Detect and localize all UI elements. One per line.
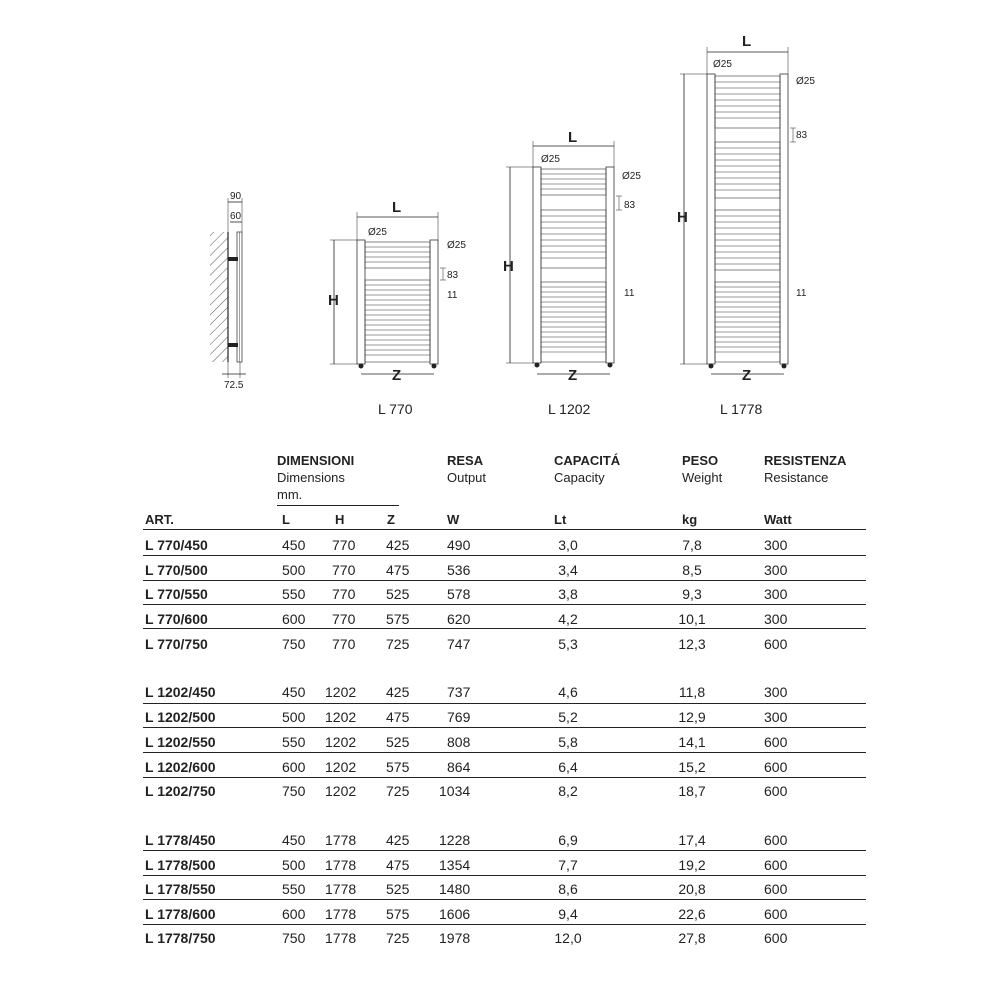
resistance-header-en: Resistance <box>764 470 829 485</box>
row-art: L 1778/750 <box>145 930 216 946</box>
row-lt: 5,2 <box>558 709 578 725</box>
row-rule <box>143 628 866 629</box>
row-w: 1034 <box>439 783 471 799</box>
l1202-width-label: L <box>568 129 578 146</box>
l770-height-label: H <box>328 292 339 309</box>
l1778-caption: L 1778 <box>720 401 763 417</box>
radiator-l1778 <box>677 33 815 417</box>
row-watt: 600 <box>764 734 788 750</box>
col-watt: Watt <box>764 512 792 527</box>
tube-bars <box>541 169 606 362</box>
row-l: 550 <box>282 881 306 897</box>
row-w: 1480 <box>439 881 471 897</box>
row-z: 475 <box>386 857 410 873</box>
row-art: L 1202/500 <box>145 709 216 725</box>
row-w: 864 <box>447 759 471 775</box>
row-kg: 27,8 <box>678 930 706 946</box>
row-w: 620 <box>447 611 471 627</box>
row-watt: 300 <box>764 586 788 602</box>
row-kg: 14,1 <box>678 734 706 750</box>
row-kg: 9,3 <box>682 586 702 602</box>
row-h: 1778 <box>325 930 357 946</box>
row-w: 1228 <box>439 832 471 848</box>
dimensions-header-it: DIMENSIONI <box>277 453 355 468</box>
col-z: Z <box>387 512 395 527</box>
row-lt: 7,7 <box>558 857 578 873</box>
row-w: 536 <box>447 562 471 578</box>
row-h: 770 <box>332 537 356 553</box>
capacity-header-en: Capacity <box>554 470 605 485</box>
col-l: L <box>282 512 290 527</box>
row-w: 808 <box>447 734 471 750</box>
wall-bracket-bottom <box>228 343 238 347</box>
row-art: L 770/450 <box>145 537 208 553</box>
col-art: ART. <box>145 512 174 527</box>
row-z: 425 <box>386 832 410 848</box>
side-view <box>210 191 246 391</box>
row-lt: 4,6 <box>558 684 578 700</box>
row-w: 1606 <box>439 906 471 922</box>
row-h: 770 <box>332 586 356 602</box>
row-h: 1202 <box>325 783 357 799</box>
row-h: 1202 <box>325 684 357 700</box>
weight-header-it: PESO <box>682 453 719 468</box>
row-l: 500 <box>282 857 306 873</box>
row-z: 525 <box>386 734 410 750</box>
row-watt: 300 <box>764 684 788 700</box>
row-art: L 770/750 <box>145 636 208 652</box>
l1778-spacing-label: 83 <box>796 130 808 141</box>
row-lt: 4,2 <box>558 611 578 627</box>
row-kg: 8,5 <box>682 562 702 578</box>
dimensions-header-en: Dimensions <box>277 470 345 485</box>
l1202-z-label: Z <box>568 367 578 384</box>
resistance-header <box>764 452 846 486</box>
row-w: 1978 <box>439 930 471 946</box>
row-h: 1778 <box>325 881 357 897</box>
col-kg: kg <box>682 512 698 527</box>
row-z: 525 <box>386 586 410 602</box>
row-kg: 22,6 <box>678 906 706 922</box>
row-l: 450 <box>282 684 306 700</box>
l1778-width-label: L <box>742 33 752 50</box>
row-watt: 600 <box>764 832 788 848</box>
row-kg: 10,1 <box>678 611 706 627</box>
row-lt: 6,9 <box>558 832 578 848</box>
row-w: 747 <box>447 636 471 652</box>
row-kg: 7,8 <box>682 537 702 553</box>
row-watt: 600 <box>764 636 788 652</box>
row-art: L 1202/550 <box>145 734 216 750</box>
output-header-it: RESA <box>447 453 484 468</box>
row-h: 1778 <box>325 906 357 922</box>
row-lt: 8,6 <box>558 881 578 897</box>
row-art: L 1202/600 <box>145 759 216 775</box>
row-rule <box>143 777 866 778</box>
row-rule <box>143 875 866 876</box>
row-lt: 12,0 <box>554 930 582 946</box>
row-art: L 1202/450 <box>145 684 216 700</box>
l1778-z-label: Z <box>742 367 752 384</box>
l1778-tube-left-label: Ø25 <box>713 59 732 70</box>
row-h: 1202 <box>325 709 357 725</box>
row-art: L 770/500 <box>145 562 208 578</box>
row-z: 575 <box>386 759 410 775</box>
row-lt: 3,4 <box>558 562 578 578</box>
row-l: 500 <box>282 562 306 578</box>
row-lt: 5,3 <box>558 636 578 652</box>
row-w: 490 <box>447 537 471 553</box>
row-kg: 19,2 <box>678 857 706 873</box>
col-lt: Lt <box>554 512 567 527</box>
dimensions-header-unit: mm. <box>277 487 303 502</box>
output-header-en: Output <box>447 470 487 485</box>
output-header <box>447 452 486 486</box>
row-rule <box>143 924 866 925</box>
row-h: 1202 <box>325 759 357 775</box>
tube-bars <box>365 242 430 362</box>
row-w: 769 <box>447 709 471 725</box>
l770-width-label: L <box>392 199 402 216</box>
row-h: 770 <box>332 562 356 578</box>
row-w: 1354 <box>439 857 471 873</box>
row-rule <box>143 850 866 851</box>
row-watt: 600 <box>764 783 788 799</box>
row-watt: 600 <box>764 930 788 946</box>
row-kg: 11,8 <box>678 684 706 700</box>
row-l: 600 <box>282 906 306 922</box>
row-rule <box>143 555 866 556</box>
row-kg: 18,7 <box>678 783 706 799</box>
row-lt: 6,4 <box>558 759 578 775</box>
row-watt: 300 <box>764 562 788 578</box>
row-z: 725 <box>386 636 410 652</box>
row-z: 575 <box>386 611 410 627</box>
row-rule <box>143 529 866 530</box>
row-lt: 5,8 <box>558 734 578 750</box>
wall-bracket-top <box>228 257 238 261</box>
row-z: 425 <box>386 537 410 553</box>
capacity-header <box>554 452 620 486</box>
row-l: 750 <box>282 930 306 946</box>
row-kg: 17,4 <box>678 832 706 848</box>
row-z: 475 <box>386 709 410 725</box>
row-watt: 300 <box>764 611 788 627</box>
l770-tube-right-label: Ø25 <box>447 240 466 251</box>
radiator-l1202 <box>503 129 641 417</box>
row-l: 750 <box>282 636 306 652</box>
l1202-caption: L 1202 <box>548 401 591 417</box>
technical-drawings <box>0 0 1000 440</box>
row-l: 450 <box>282 537 306 553</box>
col-w: W <box>447 512 460 527</box>
row-art: L 770/550 <box>145 586 208 602</box>
row-w: 737 <box>447 684 471 700</box>
row-watt: 600 <box>764 857 788 873</box>
row-h: 1202 <box>325 734 357 750</box>
depth-inner-label: 60 <box>230 211 242 222</box>
l1202-spacing-label: 83 <box>624 200 636 211</box>
wall-gap-label: 72.5 <box>224 380 244 391</box>
l770-fin-label: 11 <box>447 290 458 301</box>
row-w: 578 <box>447 586 471 602</box>
row-l: 600 <box>282 759 306 775</box>
row-h: 1778 <box>325 832 357 848</box>
weight-header-en: Weight <box>682 470 723 485</box>
l1202-tube-left-label: Ø25 <box>541 154 560 165</box>
l1778-tube-right-label: Ø25 <box>796 76 815 87</box>
row-rule <box>143 727 866 728</box>
row-kg: 20,8 <box>678 881 706 897</box>
l770-spacing-label: 83 <box>447 270 459 281</box>
row-l: 550 <box>282 734 306 750</box>
row-art: L 1778/500 <box>145 857 216 873</box>
row-watt: 600 <box>764 906 788 922</box>
row-z: 425 <box>386 684 410 700</box>
row-l: 500 <box>282 709 306 725</box>
row-h: 770 <box>332 636 356 652</box>
row-h: 1778 <box>325 857 357 873</box>
l1778-height-label: H <box>677 209 688 226</box>
row-h: 770 <box>332 611 356 627</box>
row-rule <box>143 580 866 581</box>
resistance-header-it: RESISTENZA <box>764 453 847 468</box>
row-rule <box>143 703 866 704</box>
row-rule <box>143 899 866 900</box>
row-rule <box>143 752 866 753</box>
l770-z-label: Z <box>392 367 402 384</box>
row-z: 575 <box>386 906 410 922</box>
row-l: 600 <box>282 611 306 627</box>
row-l: 550 <box>282 586 306 602</box>
l1778-fin-label: 11 <box>796 288 807 299</box>
row-l: 750 <box>282 783 306 799</box>
l770-caption: L 770 <box>378 401 413 417</box>
row-z: 725 <box>386 930 410 946</box>
row-lt: 8,2 <box>558 783 578 799</box>
row-z: 475 <box>386 562 410 578</box>
dimensions-header <box>277 452 354 503</box>
row-art: L 1778/450 <box>145 832 216 848</box>
l1202-height-label: H <box>503 258 514 275</box>
row-watt: 600 <box>764 881 788 897</box>
row-lt: 9,4 <box>558 906 578 922</box>
row-watt: 300 <box>764 537 788 553</box>
row-kg: 15,2 <box>678 759 706 775</box>
row-lt: 3,8 <box>558 586 578 602</box>
l770-tube-left-label: Ø25 <box>368 227 387 238</box>
row-kg: 12,3 <box>678 636 706 652</box>
l1202-tube-right-label: Ø25 <box>622 171 641 182</box>
wall-hatch <box>210 232 228 362</box>
row-art: L 1778/550 <box>145 881 216 897</box>
row-watt: 300 <box>764 709 788 725</box>
row-rule <box>143 604 866 605</box>
col-h: H <box>335 512 345 527</box>
row-watt: 600 <box>764 759 788 775</box>
row-art: L 1778/600 <box>145 906 216 922</box>
row-kg: 12,9 <box>678 709 706 725</box>
row-art: L 1202/750 <box>145 783 216 799</box>
capacity-header-it: CAPACITÁ <box>554 453 621 468</box>
row-l: 450 <box>282 832 306 848</box>
radiator-l770 <box>328 199 466 417</box>
weight-header <box>682 452 722 486</box>
dimensions-underline <box>277 505 399 506</box>
tube-bars <box>715 76 780 362</box>
row-art: L 770/600 <box>145 611 208 627</box>
row-z: 525 <box>386 881 410 897</box>
l1202-fin-label: 11 <box>624 288 635 299</box>
row-lt: 3,0 <box>558 537 578 553</box>
depth-outer-label: 90 <box>230 191 242 202</box>
row-z: 725 <box>386 783 410 799</box>
